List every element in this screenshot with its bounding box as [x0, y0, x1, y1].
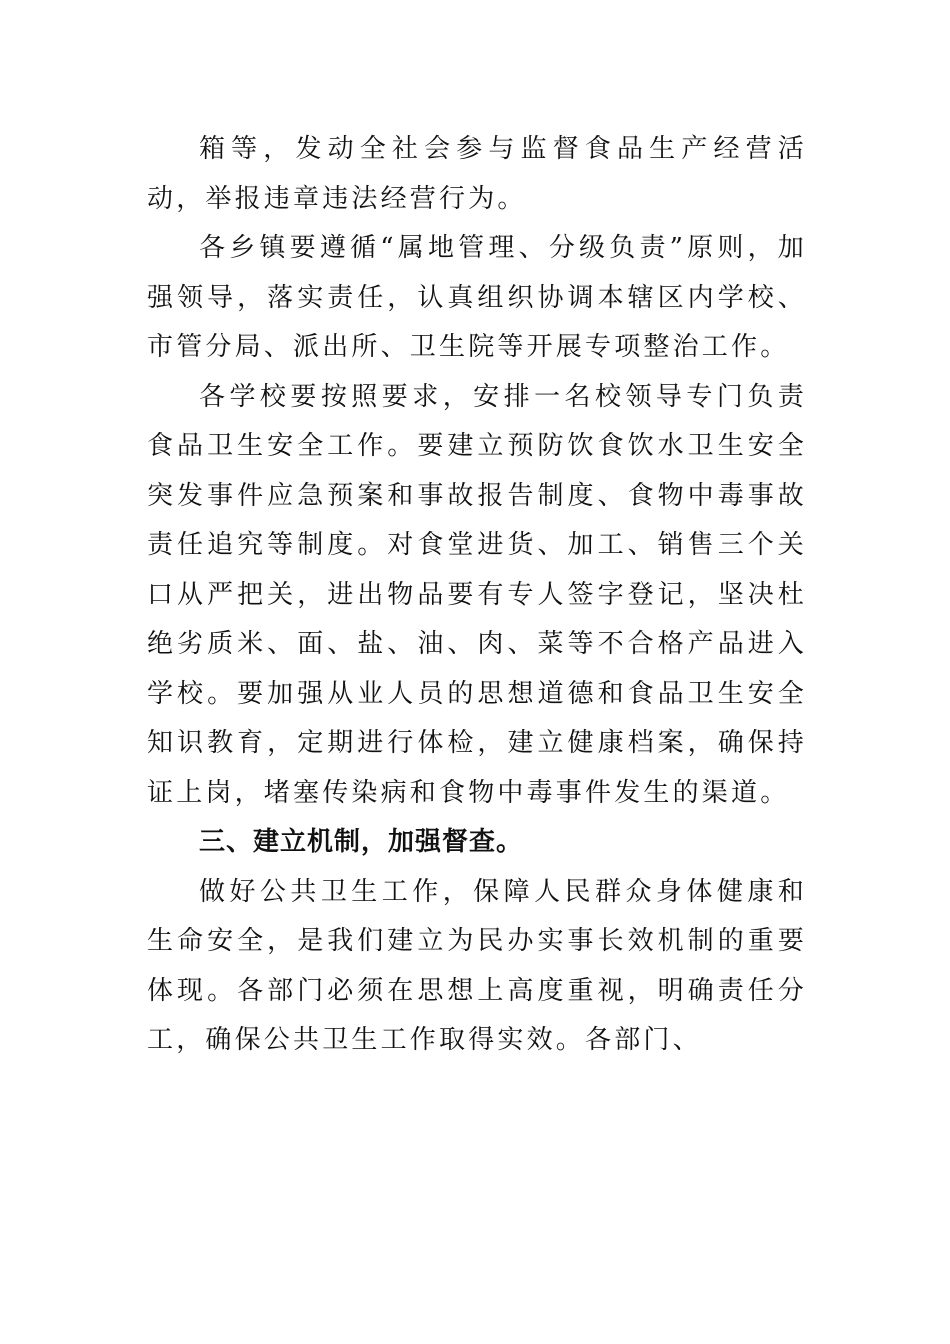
section-heading: 三、建立机制，加强督查。: [199, 827, 524, 857]
paragraph-school-duties: 各学校要按照要求，安排一名校领导专门负责食品卫生安全工作。要建立预防饮食饮水卫生安全突发事件应急预案和事故报告制度、食物中毒事故责任追究等制度。对食堂进货、加工、销售三个关口从严把关，进出物品要有专人签字登记，坚决杜绝劣质米、面、盐、油、肉、菜等不合格产品进入学校。要加强从业人员的思想道德和食品卫生安全知识教育，定期进行体检，建立健康档案，确保持证上岗，堵塞传染病和食物中毒事件发生的渠道。: [147, 381, 807, 808]
paragraph-mechanism: 做好公共卫生工作，保障人民群众身体健康和生命安全，是我们建立为民办实事长效机制的重要体现。各部门必须在思想上高度重视，明确责任分工，确保公共卫生工作取得实效。各部门、: [147, 876, 807, 1055]
document-body: [147, 125, 807, 1066]
paragraph-township-duties: 各乡镇要遵循“属地管理、分级负责”原则，加强领导，落实责任，认真组织协调本辖区内学校、市管分局、派出所、卫生院等开展专项整治工作。: [147, 233, 807, 362]
paragraph-reporting-continuation: 箱等，发动全社会参与监督食品生产经营活动，举报违章违法经营行为。: [147, 134, 807, 214]
